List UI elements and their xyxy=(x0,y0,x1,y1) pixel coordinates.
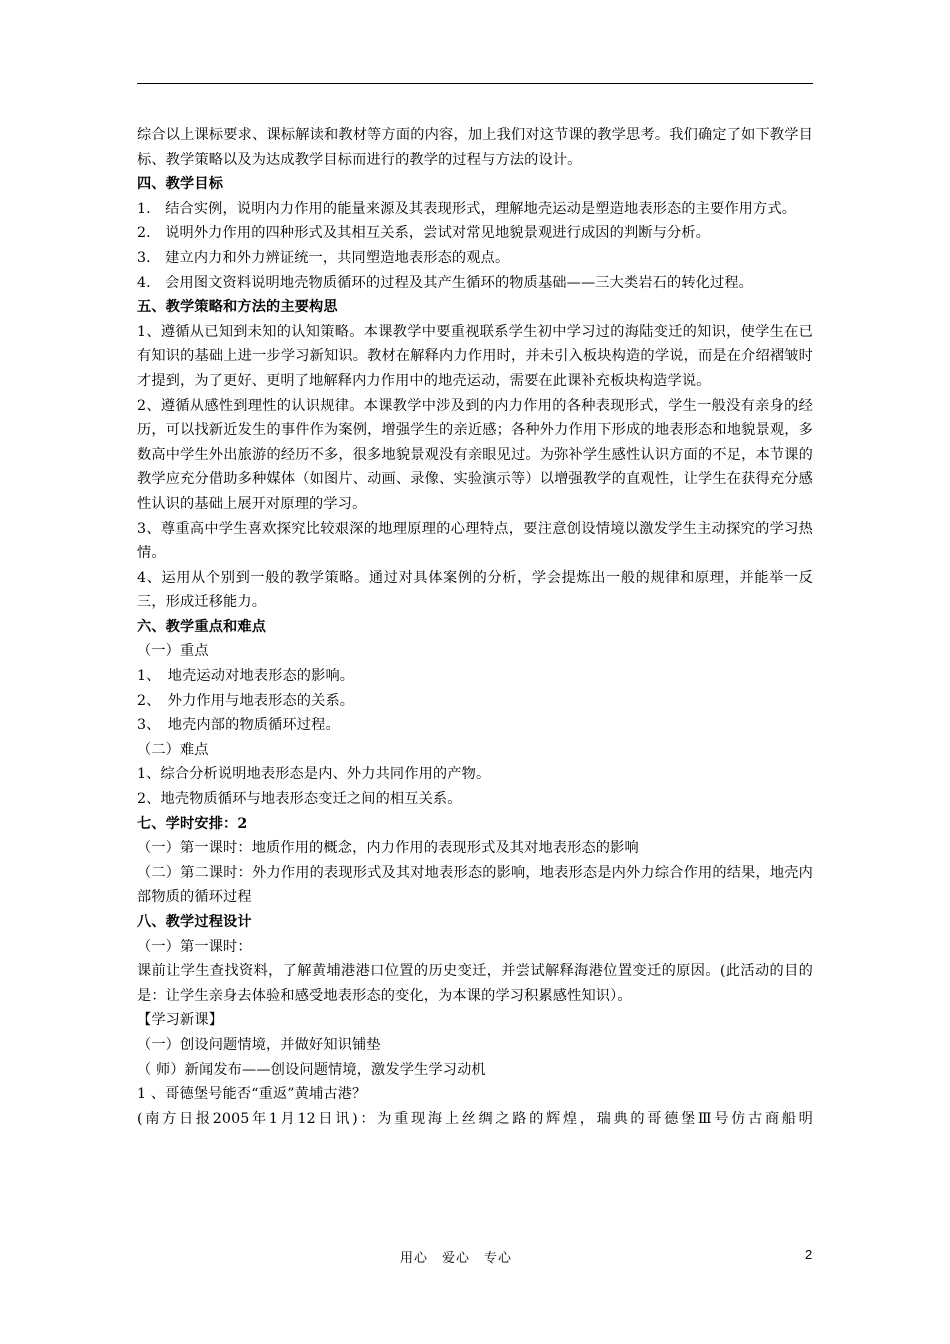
page-number: 2 xyxy=(805,1247,813,1262)
list-item: 1、综合分析说明地表形态是内、外力共同作用的产物。 xyxy=(137,766,491,783)
subheading: 【学习新课】 xyxy=(137,1012,224,1029)
paragraph: 课前让学生查找资料，了解黄埔港港口位置的历史变迁，并尝试解释海港位置变迁的原因。(此活动的目的是：让学生亲身去体验和感受地表形态的变化，为本课的学习积累感性知识）。 xyxy=(137,963,813,1004)
footer-motto: 用心 爱心 专心 xyxy=(400,1251,513,1266)
section-heading: 八、教学过程设计 xyxy=(137,914,252,930)
list-item: 3. 建立内力和外力辨证统一，共同塑造地表形态的观点。 xyxy=(137,249,510,266)
list-item: 1. 结合实例，说明内力作用的能量来源及其表现形式，理解地壳运动是塑造地表形态的主要作用方式。 xyxy=(137,200,797,217)
section-heading: 四、教学目标 xyxy=(137,176,224,193)
list-item: （二）第二课时：外力作用的表现形式及其对地表形态的影响，地表形态是内外力综合作用的结果，地壳内部物质的循环过程 xyxy=(137,864,813,906)
list-item: 4、运用从个别到一般的教学策略。通过对具体案例的分析，学会提炼出一般的规律和原理，并能举一反三，形成迁移能力。 xyxy=(137,569,813,611)
list-item: 3、 地壳内部的物质循环过程。 xyxy=(137,717,340,734)
page-footer xyxy=(0,1247,950,1267)
section-heading: 六、教学重点和难点 xyxy=(137,618,267,635)
paragraph-intro: 综合以上课标要求、课标解读和教材等方面的内容，加上我们对这节课的教学思考。我们确定了如下教学目标、教学策略以及为达成教学目标而进行的教学的过程与方法的设计。 xyxy=(137,127,813,168)
list-item: 4. 会用图文资料说明地壳物质循环的过程及其产生循环的物质基础——三大类岩石的转化过程。 xyxy=(137,274,754,291)
document-body xyxy=(137,123,813,1131)
subheading: （二）难点 xyxy=(137,741,209,758)
list-item: 3、尊重高中学生喜欢探究比较艰深的地理原理的心理特点，要注意创设情境以激发学生主动探究的学习热情。 xyxy=(137,520,813,562)
paragraph: （ 师）新闻发布——创设问题情境，激发学生学习动机 xyxy=(137,1061,486,1078)
list-item: 1、遵循从已知到未知的认知策略。本课教学中要重视联系学生初中学习过的海陆变迁的知识，使学生在已有知识的基础上进一步学习新知识。教材在解释内力作用时，并未引入板块构造的学说，而是在介绍褶皱时才提到，为了更好、更明了地解释内力作用中的地壳运动，需要在此课补充板块构造学说。 xyxy=(137,323,813,389)
subheading: （一）第一课时： xyxy=(137,938,252,955)
header-rule xyxy=(137,83,813,84)
list-item: 2、遵循从感性到理性的认识规律。本课教学中涉及到的内力作用的各种表现形式，学生一般没有亲身的经历，可以找新近发生的事件作为案例，增强学生的亲近感；各种外力作用下形成的地表形态和地貌景观，多数高中学生外出旅游的经历不多，很多地貌景观没有亲眼见过。为弥补学生感性认识方面的不足，本节课的教学应充分借助多种媒体（如图片、动画、录像、实验演示等）以增强教学的直观性，让学生在获得充分感性认识的基础上展开对原理的学习。 xyxy=(137,397,813,512)
subheading: （一）创设问题情境，并做好知识铺垫 xyxy=(137,1036,381,1053)
paragraph: 1 、哥德堡号能否“重返”黄埔古港？ xyxy=(137,1086,367,1103)
list-item: 2. 说明外力作用的四种形式及其相互关系，尝试对常见地貌景观进行成因的判断与分析。 xyxy=(137,225,711,242)
subheading: （一）重点 xyxy=(137,643,209,660)
section-heading: 五、教学策略和方法的主要构思 xyxy=(137,299,338,316)
paragraph: (南方日报2005年1月12日讯)：为重现海上丝绸之路的辉煌，瑞典的哥德堡Ⅲ号仿古商船明 xyxy=(137,1110,813,1127)
list-item: 1、 地壳运动对地表形态的影响。 xyxy=(137,668,355,685)
section-heading: 七、学时安排：2 xyxy=(137,815,248,832)
list-item: 2、地壳物质循环与地表形态变迁之间的相互关系。 xyxy=(137,791,462,808)
list-item: 2、 外力作用与地表形态的关系。 xyxy=(137,692,355,709)
list-item: （一）第一课时：地质作用的概念，内力作用的表现形式及其对地表形态的影响 xyxy=(137,840,639,857)
